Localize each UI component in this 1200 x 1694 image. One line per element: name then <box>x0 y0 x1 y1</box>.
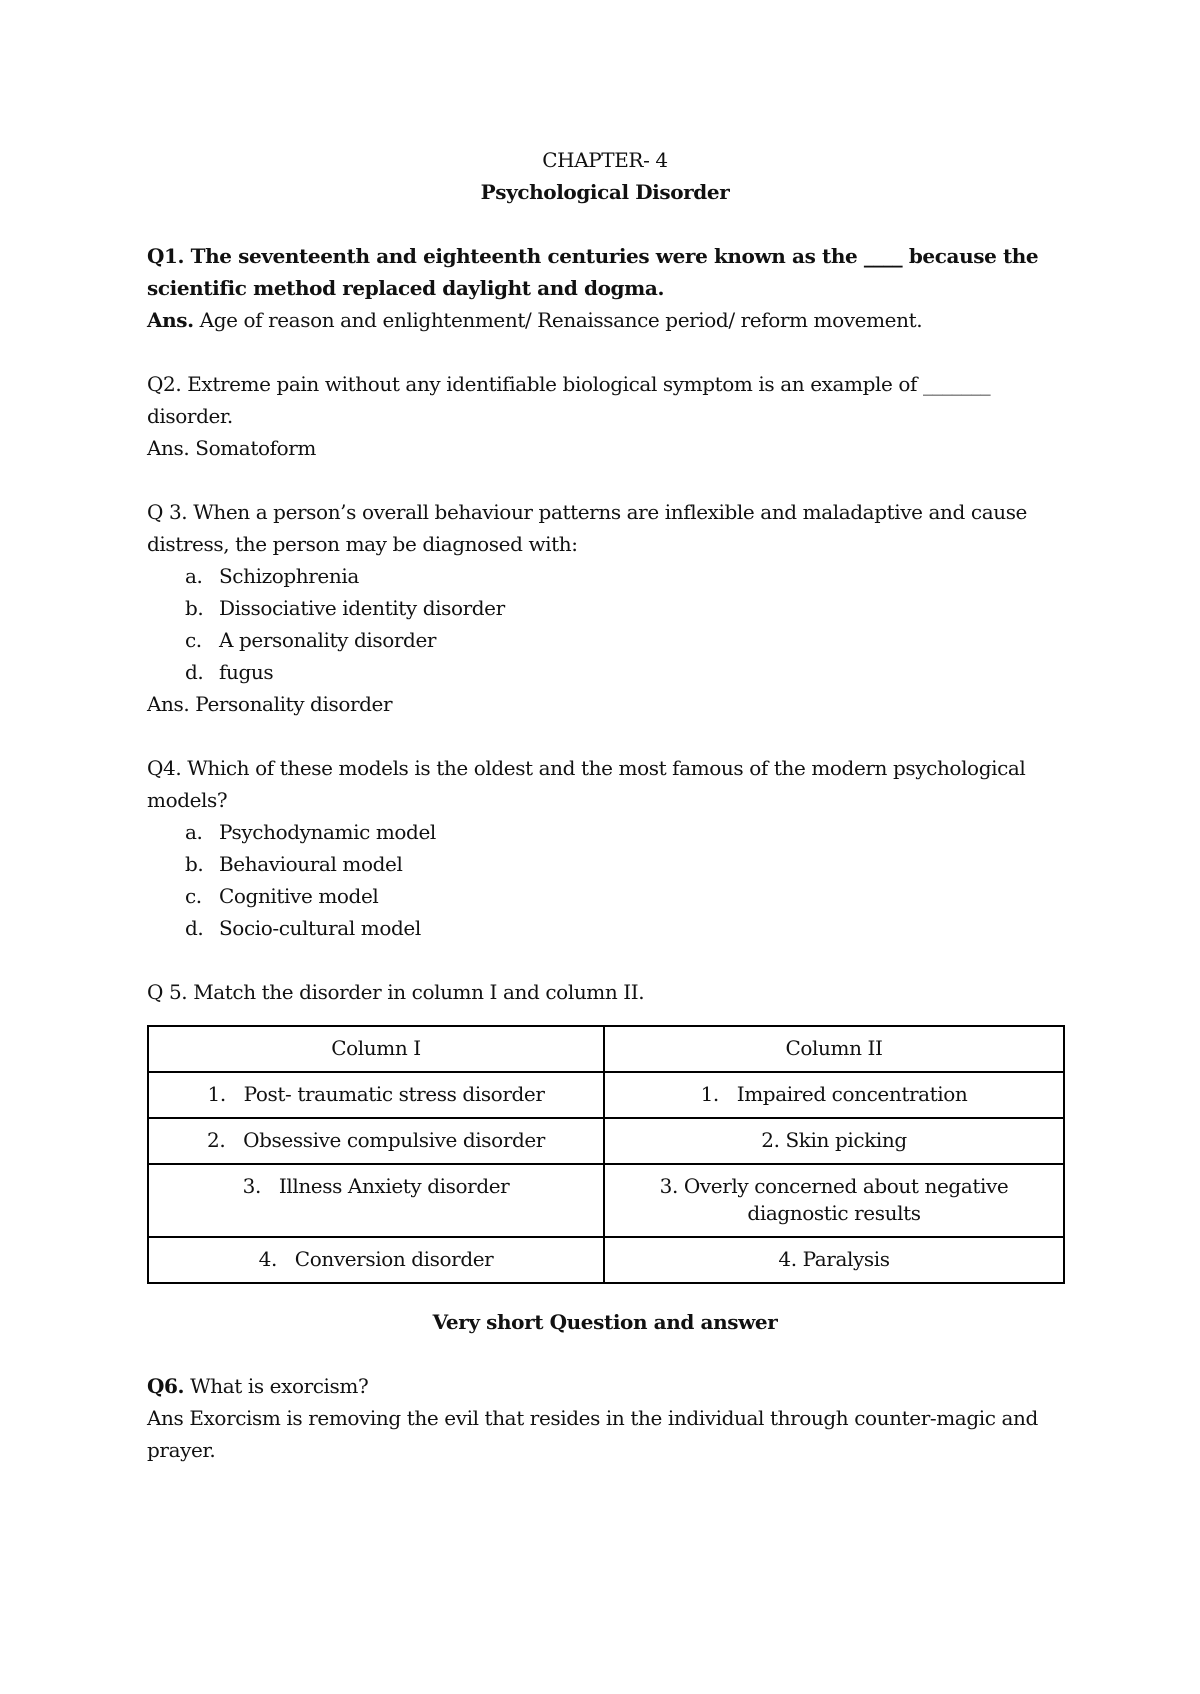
option-a <box>147 816 1063 848</box>
option-text: fugus <box>219 660 274 684</box>
table-row <box>148 1118 1064 1164</box>
table-header-cell: Column II <box>604 1026 1064 1072</box>
option-letter: a. <box>185 820 203 844</box>
option-d <box>147 656 1063 688</box>
question-6-question: What is exorcism? <box>184 1374 369 1398</box>
answer-label: Ans. <box>147 308 194 332</box>
option-letter: c. <box>185 628 202 652</box>
table-row <box>148 1072 1064 1118</box>
table-row <box>148 1237 1064 1283</box>
option-text: A personality disorder <box>219 628 437 652</box>
table-cell: 3. Illness Anxiety disorder <box>148 1164 604 1237</box>
option-letter: d. <box>185 916 204 940</box>
chapter-label: CHAPTER- 4 <box>542 148 668 172</box>
option-text: Behavioural model <box>219 852 403 876</box>
option-b <box>147 592 1063 624</box>
option-letter: b. <box>185 596 204 620</box>
question-6-answer: Ans Exorcism is removing the evil that resides in the individual through counter-magic and prayer. <box>147 1406 1038 1462</box>
option-letter: d. <box>185 660 204 684</box>
option-letter: a. <box>185 564 203 588</box>
section-heading: Very short Question and answer <box>432 1310 778 1334</box>
table-cell: 1. Impaired concentration <box>604 1072 1064 1118</box>
question-1-answer <box>147 304 1063 336</box>
document-page <box>147 144 1063 1466</box>
table-cell: 2. Obsessive compulsive disorder <box>148 1118 604 1164</box>
question-1 <box>147 240 1063 336</box>
table-row <box>148 1164 1064 1237</box>
option-c <box>147 880 1063 912</box>
question-6-text <box>147 1370 1063 1402</box>
question-4-text: Q4. Which of these models is the oldest and the most famous of the modern psychological models? <box>147 756 1026 812</box>
match-table <box>147 1025 1065 1284</box>
question-1-answer-text: Age of reason and enlightenment/ Renaissance period/ reform movement. <box>193 308 923 332</box>
option-text: Schizophrenia <box>219 564 359 588</box>
option-letter: c. <box>185 884 202 908</box>
question-3-text: Q 3. When a person’s overall behaviour patterns are inflexible and maladaptive and cause distress, the person may be diagnosed with: <box>147 500 1027 556</box>
table-cell: 3. Overly concerned about negative diagnostic results <box>604 1164 1064 1237</box>
question-1-text: Q1. The seventeenth and eighteenth centuries were known as the ____ because the scientific method replaced daylight and dogma. <box>147 244 1039 300</box>
question-5-text: Q 5. Match the disorder in column I and column II. <box>147 980 645 1004</box>
table-cell: 1. Post- traumatic stress disorder <box>148 1072 604 1118</box>
question-2-answer: Ans. Somatoform <box>147 436 316 460</box>
table-cell: 2. Skin picking <box>604 1118 1064 1164</box>
question-5 <box>147 976 1063 1284</box>
question-4 <box>147 752 1063 944</box>
table-cell: 4. Paralysis <box>604 1237 1064 1283</box>
table-header-row <box>148 1026 1064 1072</box>
option-letter: b. <box>185 852 204 876</box>
option-a <box>147 560 1063 592</box>
question-2-text: Q2. Extreme pain without any identifiable biological symptom is an example of _______ disorder. <box>147 372 991 428</box>
question-6 <box>147 1370 1063 1466</box>
question-6-label: Q6. <box>147 1374 185 1398</box>
question-3-answer: Ans. Personality disorder <box>147 692 393 716</box>
option-d <box>147 912 1063 944</box>
question-3 <box>147 496 1063 720</box>
chapter-title: Psychological Disorder <box>480 180 730 204</box>
option-text: Cognitive model <box>219 884 379 908</box>
option-text: Psychodynamic model <box>219 820 436 844</box>
option-b <box>147 848 1063 880</box>
option-c <box>147 624 1063 656</box>
table-header-cell: Column I <box>148 1026 604 1072</box>
table-cell: 4. Conversion disorder <box>148 1237 604 1283</box>
question-2 <box>147 368 1063 464</box>
option-text: Socio-cultural model <box>219 916 421 940</box>
option-text: Dissociative identity disorder <box>219 596 505 620</box>
